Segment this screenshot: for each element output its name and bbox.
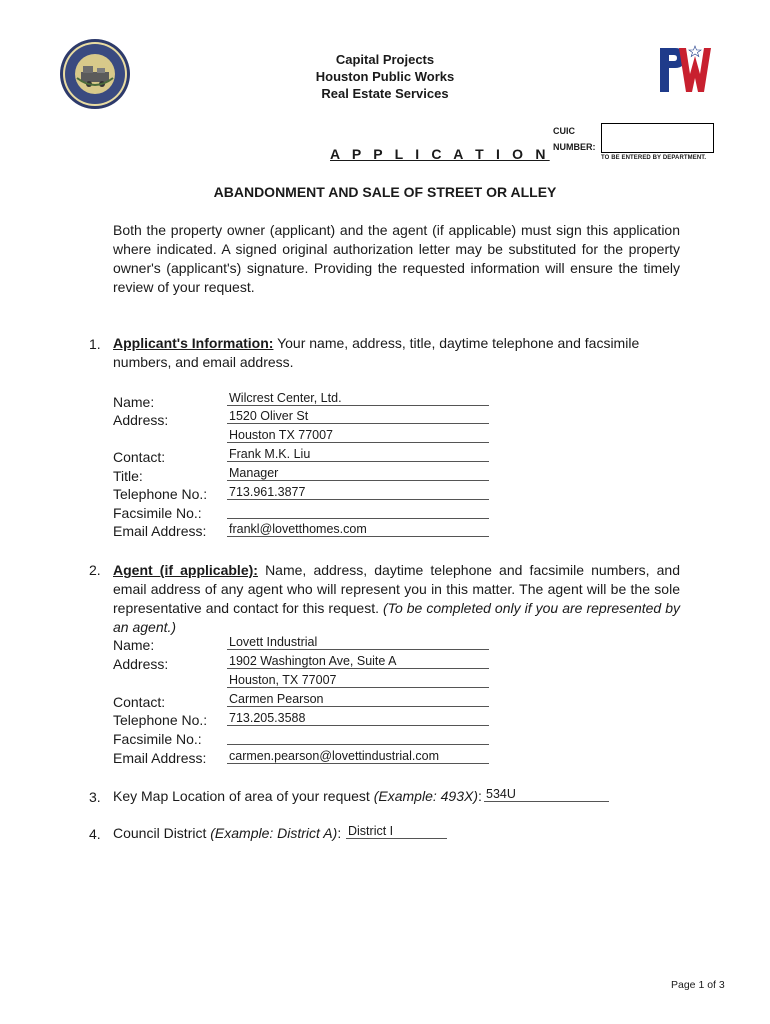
applicant-title-label: Title: [113,468,143,484]
section-2-italic-note: (To be completed only if you are represented by an agent.) [113,600,680,635]
section-2-heading: Agent (if applicable): [113,562,258,578]
cuic-label: CUIC [553,126,575,136]
agent-telephone-field[interactable]: 713.205.3588 [227,711,489,726]
section-3-text: Key Map Location of area of your request [113,788,374,804]
applicant-telephone-field[interactable]: 713.961.3877 [227,485,489,500]
section-2-description [113,561,680,637]
council-district-field[interactable]: District I [346,824,447,839]
section-3-example: (Example: 493X) [373,788,478,804]
agent-name-label: Name: [113,637,155,653]
section-1-text: Your name, address, title, daytime telephone and facsimile numbers, and email address. [113,335,640,370]
header-line-3: Real Estate Services [321,86,449,101]
cuic-number-field[interactable] [601,123,714,153]
applicant-fax-label: Facsimile No.: [113,505,202,521]
applicant-title-field[interactable]: Manager [227,466,489,481]
form-title: ABANDONMENT AND SALE OF STREET OR ALLEY [213,184,557,200]
applicant-fax-field[interactable] [227,504,489,519]
agent-fax-label: Facsimile No.: [113,731,202,747]
section-4-text: Council District [113,825,211,841]
section-4-number: 4. [89,826,101,842]
intro-paragraph: Both the property owner (applicant) and the agent (if applicable) must sign this application where indicated. A signed original authorization letter may be substituted for the property owner's (applicant's) signature. Providing the requested information will ensure the timely review of your request. [113,222,680,295]
agent-name-field[interactable]: Lovett Industrial [227,635,489,650]
agent-telephone-label: Telephone No.: [113,712,208,728]
section-4-colon: : [337,825,342,841]
section-3-number: 3. [89,789,101,805]
applicant-email-label: Email Address: [113,523,207,539]
applicant-address-line-2-field[interactable]: Houston TX 77007 [227,428,489,443]
agent-address-label: Address: [113,656,169,672]
applicant-name-label: Name: [113,394,155,410]
section-3-colon: : [478,788,482,804]
cuic-number-label: NUMBER: [553,142,596,152]
section-1-description [113,334,653,372]
application-title: A P P L I C A T I O N [330,146,550,162]
agent-address-line-2-field[interactable]: Houston, TX 77007 [227,673,489,688]
applicant-address-label: Address: [113,412,169,428]
key-map-location-field[interactable]: 534U [484,787,609,802]
applicant-email-field[interactable]: frankl@lovetthomes.com [227,522,489,537]
agent-fax-field[interactable] [227,730,489,745]
header-line-1: Capital Projects [335,52,435,67]
header-line-2: Houston Public Works [315,69,455,84]
applicant-contact-field[interactable]: Frank M.K. Liu [227,447,489,462]
applicant-address-line-1-field[interactable]: 1520 Oliver St [227,409,489,424]
agent-email-label: Email Address: [113,750,207,766]
agent-contact-field[interactable]: Carmen Pearson [227,692,489,707]
applicant-contact-label: Contact: [113,449,166,465]
agent-address-line-1-field[interactable]: 1902 Washington Ave, Suite A [227,654,489,669]
section-2-number: 2. [89,562,101,578]
section-4-example: (Example: District A) [210,825,338,841]
section-4-question [113,824,341,843]
page-number: Page 1 of 3 [671,979,725,991]
agent-email-field[interactable]: carmen.pearson@lovettindustrial.com [227,749,489,764]
cuic-note: TO BE ENTERED BY DEPARTMENT. [601,155,707,161]
agent-contact-label: Contact: [113,694,166,710]
applicant-telephone-label: Telephone No.: [113,486,208,502]
section-2-text: Name, address, daytime telephone and facsimile numbers, and email address of any agent who will represent you in this matter. The agent will be the sole representative and contact for this request. [113,562,680,616]
applicant-name-field[interactable]: Wilcrest Center, Ltd. [227,391,489,406]
section-3-question [113,787,482,806]
section-1-number: 1. [89,336,101,352]
section-1-heading: Applicant's Information: [113,335,274,351]
